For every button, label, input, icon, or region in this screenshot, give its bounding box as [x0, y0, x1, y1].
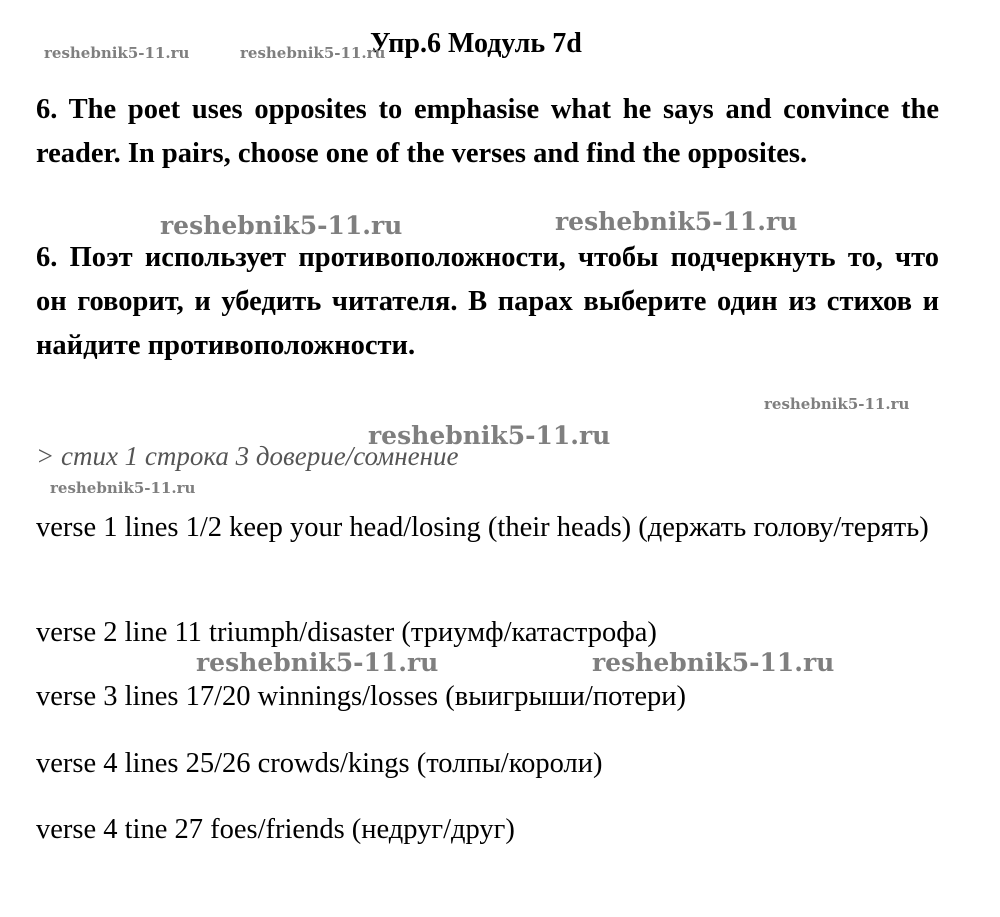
- watermark: reshebnik5-11.ru: [240, 44, 386, 62]
- answer-item: verse 1 lines 1/2 keep your head/losing (their heads) (держать голову/терять): [36, 512, 929, 543]
- watermark: reshebnik5-11.ru: [555, 207, 798, 236]
- watermark: reshebnik5-11.ru: [196, 648, 439, 677]
- answer-item: verse 2 line 11 triumph/disaster (триумф/катастрофа): [36, 617, 657, 648]
- watermark: reshebnik5-11.ru: [592, 648, 835, 677]
- watermark: reshebnik5-11.ru: [368, 421, 611, 450]
- watermark: reshebnik5-11.ru: [44, 44, 190, 62]
- watermark: reshebnik5-11.ru: [50, 479, 196, 497]
- page-title: Упр.6 Модуль 7d: [370, 28, 582, 59]
- watermark: reshebnik5-11.ru: [160, 211, 403, 240]
- answer-item: verse 3 lines 17/20 winnings/losses (выигрыши/потери): [36, 681, 687, 712]
- answer-item: verse 4 tine 27 foes/friends (недруг/друг): [36, 814, 515, 845]
- watermark: reshebnik5-11.ru: [764, 395, 910, 413]
- exercise-text-english: 6. The poet uses opposites to emphasise what he says and convince the reader. In pairs, choose one of the verses and find the opposites.: [36, 94, 939, 169]
- answer-note: > стих 1 строка 3 доверие/сомнение: [36, 441, 459, 471]
- exercise-text-russian: 6. Поэт использует противоположности, чтобы подчеркнуть то, что он говорит, и убедить читателя. В парах выберите один из стихов и найдите противоположности.: [36, 242, 939, 361]
- answer-item: verse 4 lines 25/26 crowds/kings (толпы/короли): [36, 748, 603, 779]
